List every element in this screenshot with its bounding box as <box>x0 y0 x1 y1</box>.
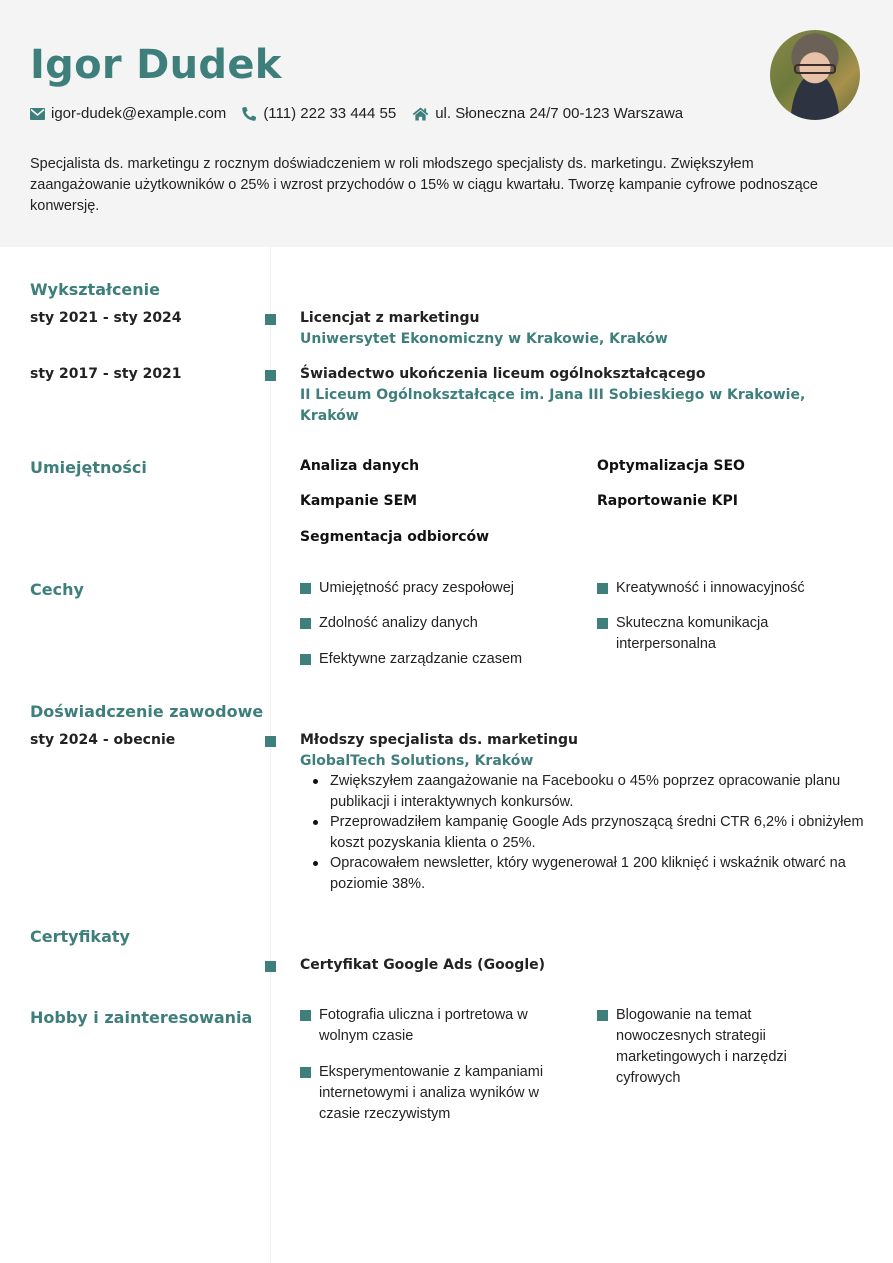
skill-item: Segmentacja odbiorców <box>300 529 490 545</box>
contact-address <box>412 105 683 122</box>
timeline-marker <box>265 736 276 747</box>
education-school: Uniwersytet Ekonomiczny w Krakowie, Kraków <box>300 331 668 347</box>
contact-row <box>30 105 699 122</box>
square-bullet-icon <box>300 1067 311 1078</box>
phone-text: (111) 222 33 444 55 <box>263 105 397 122</box>
skill-item: Kampanie SEM <box>300 493 418 509</box>
profile-photo <box>770 30 860 120</box>
duty-item: Przeprowadziłem kampanię Google Ads przynoszącą średni CTR 6,2% i obniżyłem koszt pozyskania klienta o 25%. <box>300 812 865 853</box>
skill-item: Raportowanie KPI <box>597 493 738 509</box>
section-title-certificates: Certyfikaty <box>30 927 130 946</box>
hobby-item: Blogowanie na temat nowoczesnych strategii marketingowych i narzędzi cyfrowych <box>597 1005 837 1089</box>
education-dates: sty 2017 - sty 2021 <box>30 366 182 382</box>
section-title-hobbies: Hobby i zainteresowania <box>30 1008 253 1027</box>
trait-item: Skuteczna komunikacja interpersonalna <box>597 613 827 655</box>
trait-item: Efektywne zarządzanie czasem <box>300 649 570 670</box>
square-bullet-icon <box>597 618 608 629</box>
hobby-item: Fotografia uliczna i portretowa w wolnym czasie <box>300 1005 560 1047</box>
home-icon <box>412 107 429 121</box>
education-school: II Liceum Ogólnokształcące im. Jana III Sobieskiego w Krakowie, Kraków <box>300 387 806 424</box>
education-degree: Świadectwo ukończenia liceum ogólnokształcącego <box>300 366 706 382</box>
square-bullet-icon <box>597 583 608 594</box>
profile-summary: Specjalista ds. marketingu z rocznym doświadczeniem w roli młodszego specjalisty ds. marketingu. Zwiększyłem zaangażowanie użytkowników o 25% i wzrost przychodów o 15% w ciągu kwartału. Tworzę kampanie cyfrowe podnoszące konwersję. <box>30 156 818 214</box>
contact-email[interactable] <box>30 105 226 122</box>
section-title-skills: Umiejętności <box>30 458 147 477</box>
job-position: Młodszy specjalista ds. marketingu <box>300 732 578 748</box>
trait-item: Umiejętność pracy zespołowej <box>300 578 570 599</box>
section-title-experience: Doświadczenie zawodowe <box>30 702 264 721</box>
email-text: igor-dudek@example.com <box>51 105 227 122</box>
column-divider <box>270 247 271 1263</box>
square-bullet-icon <box>597 1010 608 1021</box>
square-bullet-icon <box>300 654 311 665</box>
square-bullet-icon <box>300 1010 311 1021</box>
envelope-icon <box>30 108 45 120</box>
section-title-education: Wykształcenie <box>30 280 160 299</box>
skill-item: Optymalizacja SEO <box>597 458 745 474</box>
section-title-traits: Cechy <box>30 580 84 599</box>
education-dates: sty 2021 - sty 2024 <box>30 310 182 326</box>
skill-item: Analiza danych <box>300 458 420 474</box>
timeline-marker <box>265 961 276 972</box>
square-bullet-icon <box>300 583 311 594</box>
resume-header <box>0 0 893 247</box>
job-duties <box>300 771 865 894</box>
phone-icon <box>242 106 257 121</box>
trait-item: Kreatywność i innowacyjność <box>597 578 847 599</box>
job-company: GlobalTech Solutions, Kraków <box>300 753 534 769</box>
timeline-marker <box>265 370 276 381</box>
timeline-marker <box>265 314 276 325</box>
duty-item: Opracowałem newsletter, który wygenerował 1 200 kliknięć i wskaźnik otwarć na poziomie 38%. <box>300 853 865 894</box>
duty-item: Zwiększyłem zaangażowanie na Facebooku o 45% poprzez opracowanie planu publikacji i interaktywnych konkursów. <box>300 771 865 812</box>
experience-dates: sty 2024 - obecnie <box>30 732 176 748</box>
education-degree: Licencjat z marketingu <box>300 310 480 326</box>
square-bullet-icon <box>300 618 311 629</box>
certificate-item: Certyfikat Google Ads (Google) <box>300 957 546 973</box>
trait-item: Zdolność analizy danych <box>300 613 570 634</box>
candidate-name: Igor Dudek <box>30 42 282 88</box>
address-text: ul. Słoneczna 24/7 00-123 Warszawa <box>435 105 684 122</box>
contact-phone[interactable] <box>242 105 396 122</box>
hobby-item: Eksperymentowanie z kampaniami internetowymi i analiza wyników w czasie rzeczywistym <box>300 1062 550 1125</box>
